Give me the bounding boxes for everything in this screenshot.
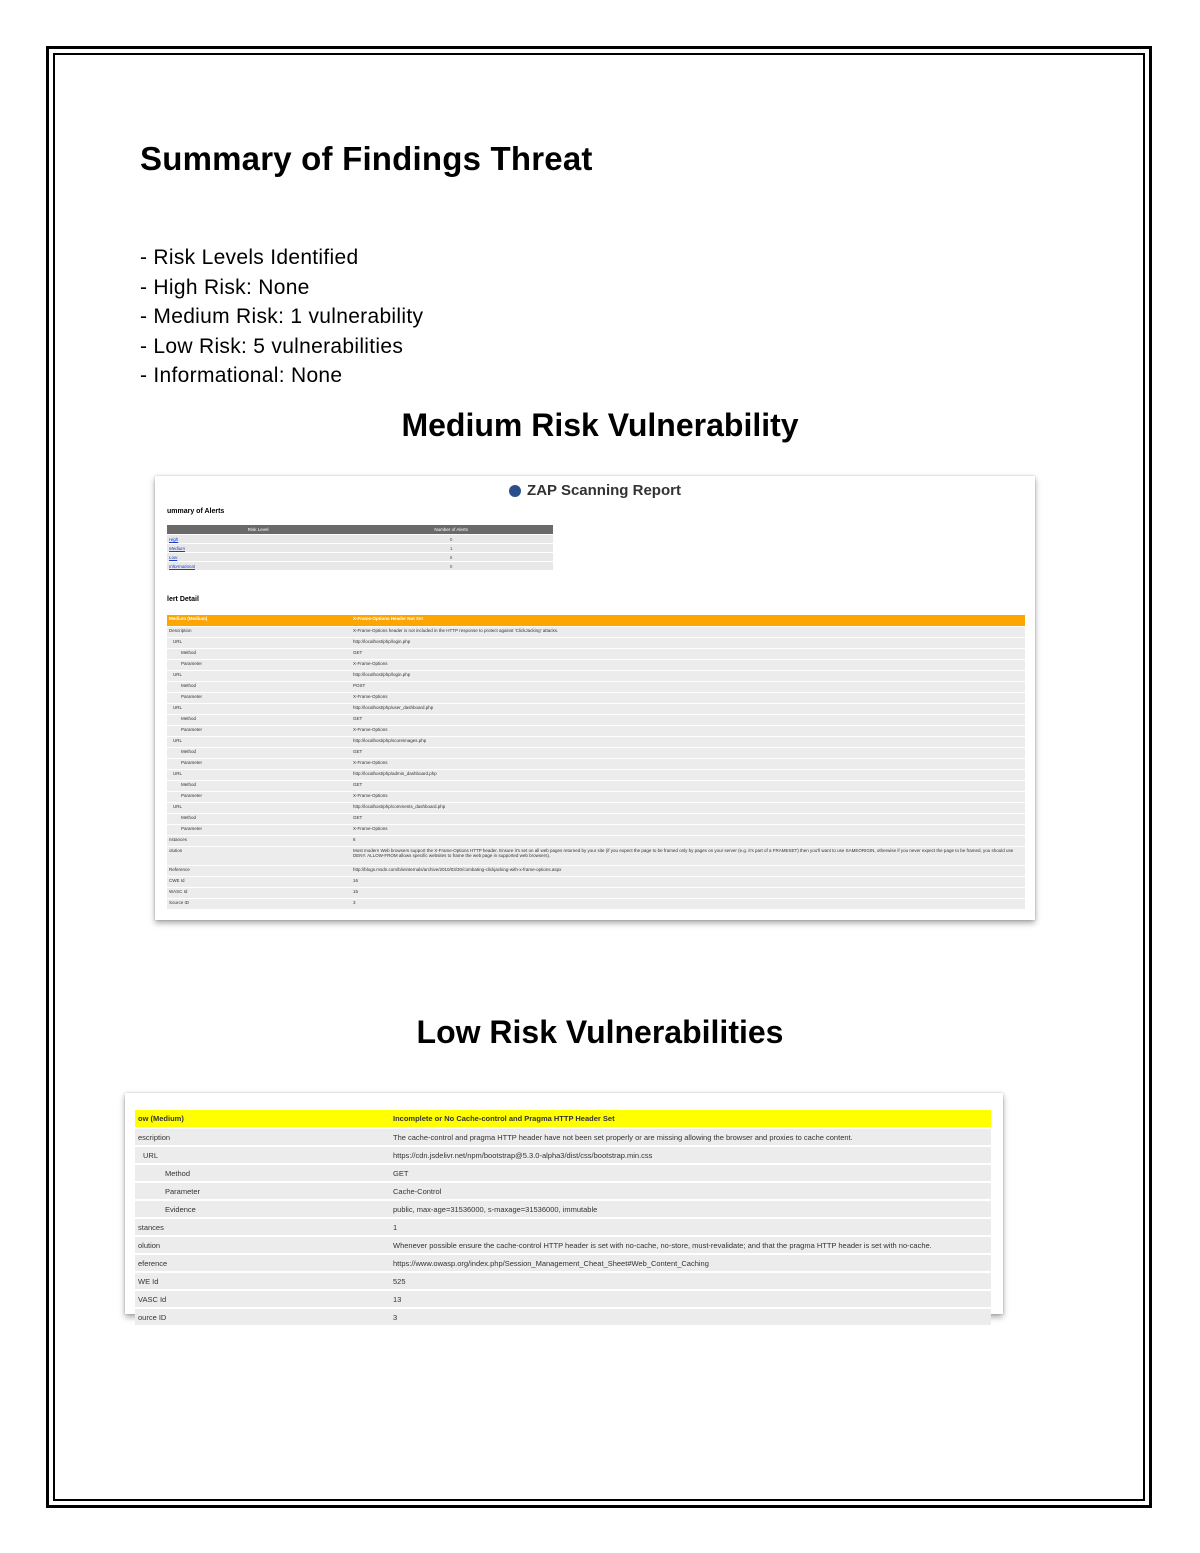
table-row — [135, 1236, 991, 1254]
row-value: Most modern Web browsers support the X-Frame-Options HTTP header. Ensure it's set on all web pages returned by your site (if you expect the page to be framed only by pages on your server (e.g. it's part of a FRAMESET) then you'll want to use SAMEORIGIN, otherwise if you never expect the page to be framed, you should use DENY. ALLOW-FROM allows specific websites to frame the web page in supported web browsers). — [351, 847, 1025, 866]
row-value: X-Frame-Options — [351, 693, 1025, 704]
table-row — [167, 704, 1025, 715]
table-row — [167, 877, 1025, 888]
row-key: URL — [167, 803, 351, 814]
alert-name: X-Frame-Options Header Not Set — [351, 615, 1025, 627]
risk-level-link[interactable]: Low — [167, 553, 349, 562]
table-row — [135, 1146, 991, 1164]
low-risk-screenshot — [125, 1093, 1003, 1322]
row-value: 15 — [351, 888, 1025, 899]
alert-header-row — [135, 1109, 991, 1128]
row-key: Method — [167, 682, 351, 693]
row-key: VASC Id — [135, 1290, 390, 1308]
low-risk-heading: Low Risk Vulnerabilities — [416, 1014, 784, 1050]
table-row — [167, 737, 1025, 748]
table-row — [167, 770, 1025, 781]
row-key: Parameter — [167, 759, 351, 770]
table-row — [167, 792, 1025, 803]
row-key: URL — [167, 704, 351, 715]
alert-risk-label: Medium (Medium) — [167, 615, 351, 627]
row-key: Parameter — [167, 693, 351, 704]
table-row — [135, 1200, 991, 1218]
column-header: Risk Level — [167, 525, 349, 535]
row-key: CWE Id — [167, 877, 351, 888]
table-row — [167, 682, 1025, 693]
column-header: Number of Alerts — [349, 525, 553, 535]
table-row — [167, 825, 1025, 836]
table-row — [167, 759, 1025, 770]
table-row — [135, 1290, 991, 1308]
row-value: X-Frame-Options — [351, 759, 1025, 770]
table-row — [167, 726, 1025, 737]
table-row — [167, 562, 553, 571]
row-value: 3 — [390, 1308, 991, 1325]
table-row — [167, 803, 1025, 814]
table-row — [167, 781, 1025, 792]
zap-logo-icon — [509, 485, 521, 497]
list-item: - Medium Risk: 1 vulnerability — [140, 305, 424, 328]
row-value: 1 — [390, 1218, 991, 1236]
row-value: X-Frame-Options — [351, 792, 1025, 803]
row-value: POST — [351, 682, 1025, 693]
table-row — [167, 899, 1025, 910]
risk-level-link[interactable]: Informational — [167, 562, 349, 571]
table-row — [167, 866, 1025, 877]
zap-report-screenshot — [155, 476, 1035, 920]
row-value: 3 — [351, 899, 1025, 910]
row-key: Method — [167, 748, 351, 759]
row-key: WASC Id — [167, 888, 351, 899]
risk-level-link[interactable]: High — [167, 535, 349, 544]
row-value: Whenever possible ensure the cache-control HTTP header is set with no-cache, no-store, must-revalidate; and that the pragma HTTP header is set with no-cache. — [390, 1236, 991, 1254]
table-row — [135, 1308, 991, 1325]
table-row — [135, 1164, 991, 1182]
row-key: Parameter — [167, 726, 351, 737]
row-key: URL — [167, 638, 351, 649]
list-item: - Low Risk: 5 vulnerabilities — [140, 334, 404, 358]
row-value: The cache-control and pragma HTTP header have not been set properly or are missing allowing the browser and proxies to cache content. — [390, 1128, 991, 1146]
row-value: GET — [351, 649, 1025, 660]
table-row — [167, 671, 1025, 682]
row-key: Method — [167, 781, 351, 792]
row-value: X-Frame-Options header is not included in the HTTP response to protect against 'ClickJacking' attacks. — [351, 627, 1025, 638]
row-key: ource ID — [135, 1308, 390, 1325]
list-item: - Risk Levels Identified — [140, 246, 359, 269]
table-row — [167, 544, 553, 553]
table-row — [167, 535, 553, 544]
report-title: ZAP Scanning Report — [155, 482, 1035, 499]
alert-count: 5 — [349, 553, 553, 562]
table-row — [135, 1254, 991, 1272]
row-value: X-Frame-Options — [351, 825, 1025, 836]
row-key: Parameter — [167, 660, 351, 671]
row-key: nstances — [167, 836, 351, 847]
table-row — [167, 748, 1025, 759]
table-row — [167, 715, 1025, 726]
table-row — [167, 693, 1025, 704]
row-key: Method — [167, 649, 351, 660]
table-row — [135, 1182, 991, 1200]
alert-risk-label: ow (Medium) — [135, 1109, 390, 1128]
row-value: http://blogs.msdn.com/b/ieinternals/archive/2010/03/30/combating-clickjacking-with-x-frame-options.aspx — [351, 866, 1025, 877]
row-key: Method — [167, 715, 351, 726]
table-row — [135, 1272, 991, 1290]
row-value: https://www.owasp.org/index.php/Session_Management_Cheat_Sheet#Web_Content_Caching — [390, 1254, 991, 1272]
row-value: 525 — [390, 1272, 991, 1290]
row-value: http://localhost/php/user_dashboard.php — [351, 704, 1025, 715]
row-value: 16 — [351, 877, 1025, 888]
alert-name: Incomplete or No Cache-control and Pragma HTTP Header Set — [390, 1109, 991, 1128]
table-row — [167, 627, 1025, 638]
row-key: olution — [135, 1236, 390, 1254]
alert-detail-heading: lert Detail — [167, 596, 199, 603]
row-key: WE Id — [135, 1272, 390, 1290]
table-row — [135, 1128, 991, 1146]
row-key: URL — [135, 1146, 390, 1164]
row-key: eference — [135, 1254, 390, 1272]
row-value: Cache-Control — [390, 1182, 991, 1200]
row-key: URL — [167, 737, 351, 748]
row-value: http://localhost/php/login.php — [351, 638, 1025, 649]
row-key: Parameter — [167, 792, 351, 803]
row-value: http://localhost/php/scoreimages.php — [351, 737, 1025, 748]
row-value: public, max-age=31536000, s-maxage=31536000, immutable — [390, 1200, 991, 1218]
summary-title: Summary of Findings Threat — [140, 140, 593, 177]
row-value: http://localhost/php/login.php — [351, 671, 1025, 682]
row-value: 13 — [390, 1290, 991, 1308]
row-value: X-Frame-Options — [351, 726, 1025, 737]
table-row — [167, 553, 553, 562]
row-value: 6 — [351, 836, 1025, 847]
row-key: Method — [135, 1164, 390, 1182]
medium-alert-table — [167, 614, 1025, 909]
row-key: olution — [167, 847, 351, 866]
table-row — [167, 814, 1025, 825]
row-key: Description — [167, 627, 351, 638]
row-value: GET — [351, 814, 1025, 825]
row-value: GET — [390, 1164, 991, 1182]
list-item: - Informational: None — [140, 364, 343, 387]
table-row — [167, 649, 1025, 660]
alert-count: 0 — [349, 562, 553, 571]
low-alert-table — [135, 1108, 991, 1325]
row-value: GET — [351, 715, 1025, 726]
table-row — [167, 888, 1025, 899]
row-value: https://cdn.jsdelivr.net/npm/bootstrap@5.3.0-alpha3/dist/css/bootstrap.min.css — [390, 1146, 991, 1164]
alert-header-row — [167, 615, 1025, 627]
row-key: Parameter — [135, 1182, 390, 1200]
risk-level-list — [140, 243, 423, 391]
table-row — [167, 660, 1025, 671]
row-key: Source ID — [167, 899, 351, 910]
row-key: Evidence — [135, 1200, 390, 1218]
row-value: GET — [351, 748, 1025, 759]
summary-of-alerts-heading: ummary of Alerts — [167, 508, 225, 515]
row-key: stances — [135, 1218, 390, 1236]
table-row — [167, 847, 1025, 866]
table-row — [135, 1218, 991, 1236]
alert-count: 1 — [349, 544, 553, 553]
row-key: Method — [167, 814, 351, 825]
row-key: Reference — [167, 866, 351, 877]
row-value: http://localhost/php/admin_dashboard.php — [351, 770, 1025, 781]
table-row — [167, 638, 1025, 649]
row-value: X-Frame-Options — [351, 660, 1025, 671]
row-key: URL — [167, 770, 351, 781]
row-key: Parameter — [167, 825, 351, 836]
medium-risk-heading: Medium Risk Vulnerability — [401, 407, 799, 443]
alert-count: 0 — [349, 535, 553, 544]
list-item: - High Risk: None — [140, 275, 310, 299]
risk-level-link[interactable]: Medium — [167, 544, 349, 553]
table-row — [167, 836, 1025, 847]
row-value: GET — [351, 781, 1025, 792]
row-key: URL — [167, 671, 351, 682]
row-value: http://localhost/php/comments_dashboard.php — [351, 803, 1025, 814]
summary-of-alerts-table — [167, 525, 553, 570]
row-key: escription — [135, 1128, 390, 1146]
